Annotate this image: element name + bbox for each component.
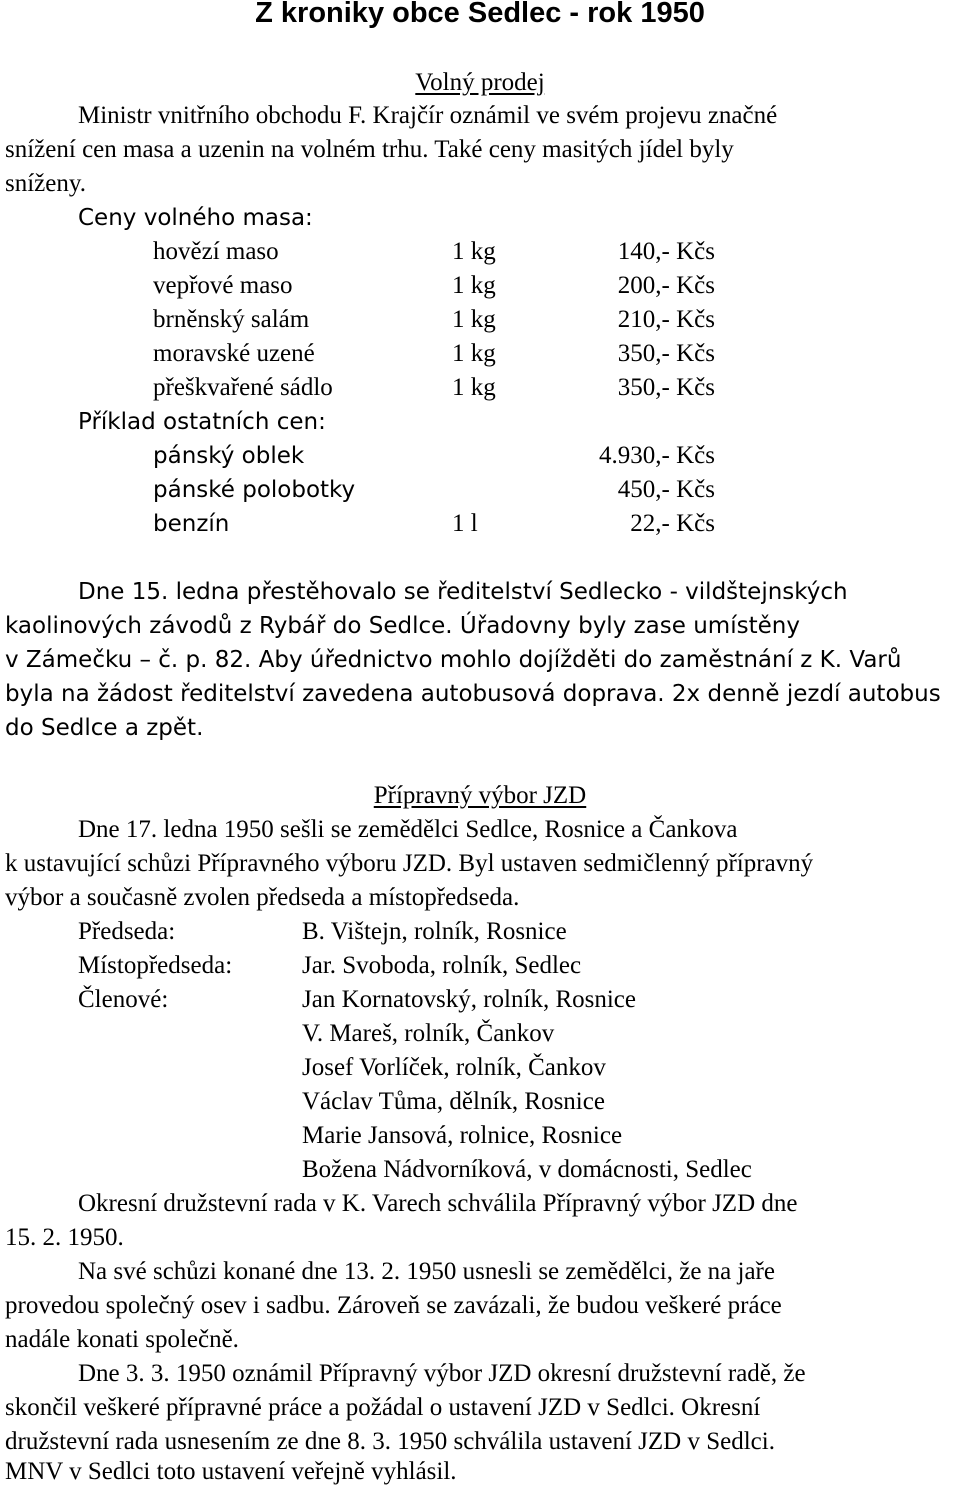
- paragraph-line: snížení cen masa a uzenin na volném trhu. Také ceny masitých jídel byly: [5, 136, 734, 163]
- paragraph-line: Dne 15. ledna přestěhovalo se ředitelství Sedlecko - vildštejnských: [78, 579, 848, 605]
- price-unit: 1 kg: [452, 306, 496, 333]
- paragraph-line: družstevní rada usnesením ze dne 8. 3. 1950 schválila ustavení JZD v Sedlci.: [5, 1428, 775, 1455]
- meat-prices-label: Ceny volného masa:: [78, 205, 313, 231]
- committee-member: Jar. Svoboda, rolník, Sedlec: [302, 952, 582, 979]
- paragraph-line: v Zámečku – č. p. 82. Aby úřednictvo mohlo dojížděti do zaměstnání z K. Varů: [5, 647, 902, 673]
- price-item: hovězí maso: [153, 238, 279, 265]
- paragraph-line: Okresní družstevní rada v K. Varech schválila Přípravný výbor JZD dne: [78, 1190, 798, 1217]
- committee-member: V. Mareš, rolník, Čankov: [302, 1020, 555, 1047]
- price-value: 450,- Kčs: [617, 476, 715, 503]
- price-value: 140,- Kčs: [617, 238, 715, 265]
- paragraph-line: k ustavující schůzi Přípravného výboru JZD. Byl ustaven sedmičlenný přípravný: [5, 850, 814, 877]
- committee-role: Členové:: [78, 986, 169, 1013]
- committee-member: Božena Nádvorníková, v domácnosti, Sedlec: [302, 1156, 752, 1183]
- paragraph-line: Ministr vnitřního obchodu F. Krajčír oznámil ve svém projevu značné: [78, 102, 778, 129]
- paragraph-line: Dne 17. ledna 1950 sešli se zemědělci Sedlce, Rosnice a Čankova: [78, 816, 738, 843]
- section-heading-volny-prodej: Volný prodej: [415, 69, 545, 96]
- price-item: benzín: [153, 511, 230, 537]
- price-value: 350,- Kčs: [617, 374, 715, 401]
- page-title: Z kroniky obce Sedlec - rok 1950: [255, 0, 705, 29]
- price-item: pánský oblek: [153, 443, 305, 469]
- price-value: 350,- Kčs: [617, 340, 715, 367]
- paragraph-line: 15. 2. 1950.: [5, 1224, 124, 1251]
- paragraph-line: sníženy.: [5, 170, 86, 197]
- price-item: pánské polobotky: [153, 477, 356, 503]
- paragraph-line: Dne 3. 3. 1950 oznámil Přípravný výbor JZD okresní družstevní radě, že: [78, 1360, 806, 1387]
- paragraph-line: nadále konati společně.: [5, 1326, 239, 1353]
- committee-member: Marie Jansová, rolnice, Rosnice: [302, 1122, 623, 1149]
- price-value: 200,- Kčs: [617, 272, 715, 299]
- paragraph-line: Na své schůzi konané dne 13. 2. 1950 usnesli se zemědělci, že na jaře: [78, 1258, 775, 1285]
- other-prices-label: Příklad ostatních cen:: [78, 409, 326, 435]
- paragraph-line: skončil veškeré přípravné práce a požádal o ustavení JZD v Sedlci. Okresní: [5, 1394, 761, 1421]
- price-value: 210,- Kčs: [617, 306, 715, 333]
- section-heading-pripravny-vybor: Přípravný výbor JZD: [373, 782, 587, 809]
- price-unit: 1 kg: [452, 272, 496, 299]
- committee-member: Josef Vorlíček, rolník, Čankov: [302, 1054, 606, 1081]
- price-value: 4.930,- Kčs: [599, 442, 715, 469]
- price-unit: 1 l: [452, 510, 478, 537]
- committee-member: B. Vištejn, rolník, Rosnice: [302, 918, 567, 945]
- price-unit: 1 kg: [452, 340, 496, 367]
- committee-role: Předseda:: [78, 918, 176, 945]
- committee-role: Místopředseda:: [78, 952, 233, 979]
- price-value: 22,- Kčs: [630, 510, 715, 537]
- price-item: vepřové maso: [153, 272, 293, 299]
- paragraph-line: do Sedlce a zpět.: [5, 715, 204, 741]
- price-item: přeškvařené sádlo: [153, 374, 333, 401]
- paragraph-line: výbor a současně zvolen předseda a místopředseda.: [5, 884, 520, 911]
- committee-member: Václav Tůma, dělník, Rosnice: [302, 1088, 605, 1115]
- price-unit: 1 kg: [452, 374, 496, 401]
- paragraph-line: kaolinových závodů z Rybář do Sedlce. Úřadovny byly zase umístěny: [5, 613, 800, 639]
- price-item: brněnský salám: [153, 306, 310, 333]
- paragraph-line: provedou společný osev i sadbu. Zároveň se zavázali, že budou veškeré práce: [5, 1292, 782, 1319]
- paragraph-line: byla na žádost ředitelství zavedena autobusová doprava. 2x denně jezdí autobus: [5, 681, 941, 707]
- price-unit: 1 kg: [452, 238, 496, 265]
- price-item: moravské uzené: [153, 340, 315, 367]
- paragraph-line: MNV v Sedlci toto ustavení veřejně vyhlásil.: [5, 1458, 457, 1485]
- committee-member: Jan Kornatovský, rolník, Rosnice: [302, 986, 636, 1013]
